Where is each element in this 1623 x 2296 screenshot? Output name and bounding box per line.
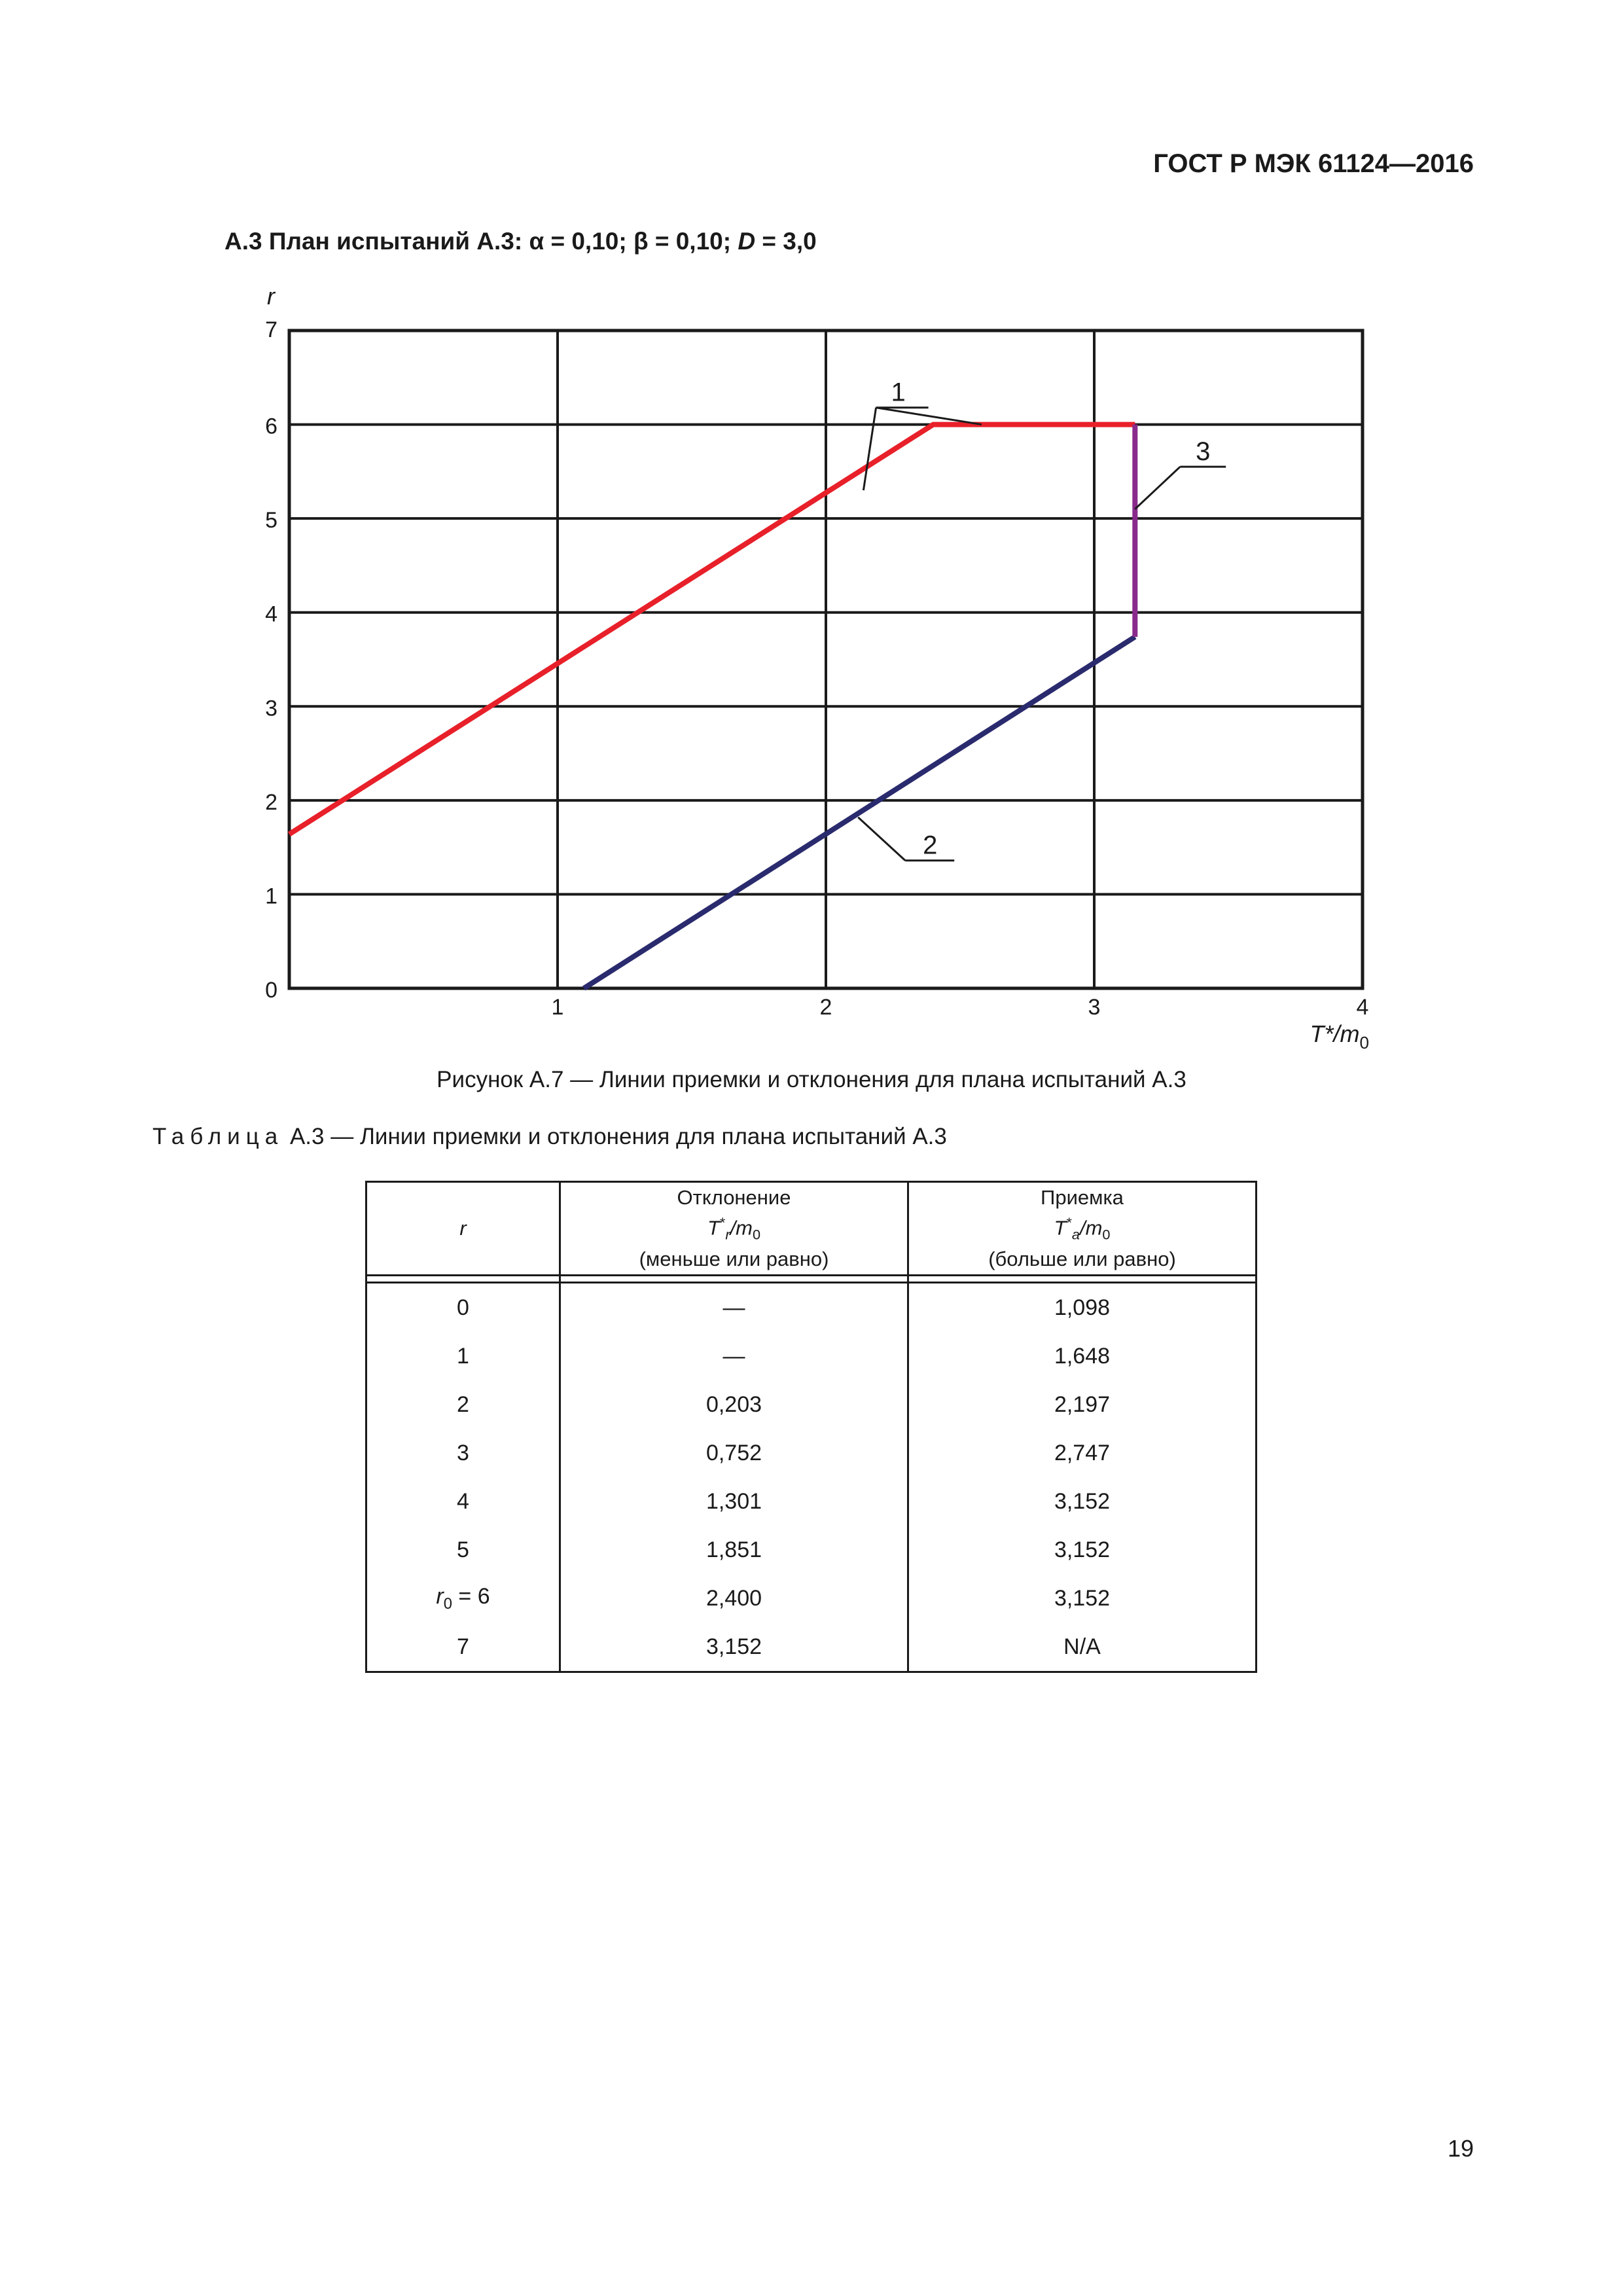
x-tick-label: 2 [819, 995, 832, 1020]
table-row: 2 0,203 2,197 [366, 1380, 1257, 1429]
y-tick-label: 1 [265, 884, 277, 909]
callout-label: 3 [1196, 437, 1211, 467]
y-tick-label: 4 [265, 601, 277, 627]
series-line-1 [289, 425, 1135, 834]
y-tick-label: 0 [265, 978, 277, 1003]
x-tick-label: 3 [1088, 995, 1101, 1020]
callout-label: 2 [923, 831, 938, 860]
page-number: 19 [1447, 2135, 1474, 2162]
table-row: 0 — 1,098 [366, 1283, 1257, 1333]
x-tick-label: 4 [1356, 995, 1369, 1020]
callout-leader [1135, 467, 1180, 509]
table-row: $r_0 = 6$ 2,400 3,152 [366, 1574, 1257, 1623]
y-axis-label: r [267, 283, 275, 310]
header-acceptance: Приемка $T^*_a/m_0$ (больше или равно) [908, 1182, 1257, 1276]
acceptance-rejection-table [365, 1181, 1257, 1673]
y-tick-label: 3 [265, 696, 277, 721]
y-tick-label: 5 [265, 508, 277, 533]
series-line-2 [584, 637, 1135, 988]
callout-leader [876, 408, 982, 425]
x-tick-label: 1 [551, 995, 564, 1020]
figure-caption: Рисунок А.7 — Линии приемки и отклонения для плана испытаний А.3 [437, 1067, 1186, 1092]
standard-header: ГОСТ Р МЭК 61124—2016 [1153, 149, 1474, 178]
x-axis-label: $T*/m_0$ [1310, 1020, 1369, 1052]
y-tick-label: 6 [265, 414, 277, 439]
callout-label: 1 [891, 378, 906, 407]
callout-leader [863, 408, 876, 490]
table-row: 1 — 1,648 [366, 1332, 1257, 1380]
header-r: r [366, 1182, 560, 1276]
header-rejection: Отклонение $T^*_r/m_0$ (меньше или равно) [560, 1182, 908, 1276]
table-row: 7 3,152 N/A [366, 1623, 1257, 1672]
section-title: А.3 План испытаний А.3: α = 0,10; β = 0,10; D = 3,0 [224, 228, 817, 255]
y-tick-label: 2 [265, 789, 277, 815]
table-row: 5 1,851 3,152 [366, 1526, 1257, 1574]
y-tick-label: 7 [265, 317, 277, 342]
callout-leader [858, 817, 905, 861]
test-plan-chart [249, 275, 1400, 1054]
table-row: 4 1,301 3,152 [366, 1477, 1257, 1526]
table-row: 3 0,752 2,747 [366, 1429, 1257, 1477]
table-caption: Таблица А.3 — Линии приемки и отклонения для плана испытаний А.3 [152, 1124, 947, 1149]
